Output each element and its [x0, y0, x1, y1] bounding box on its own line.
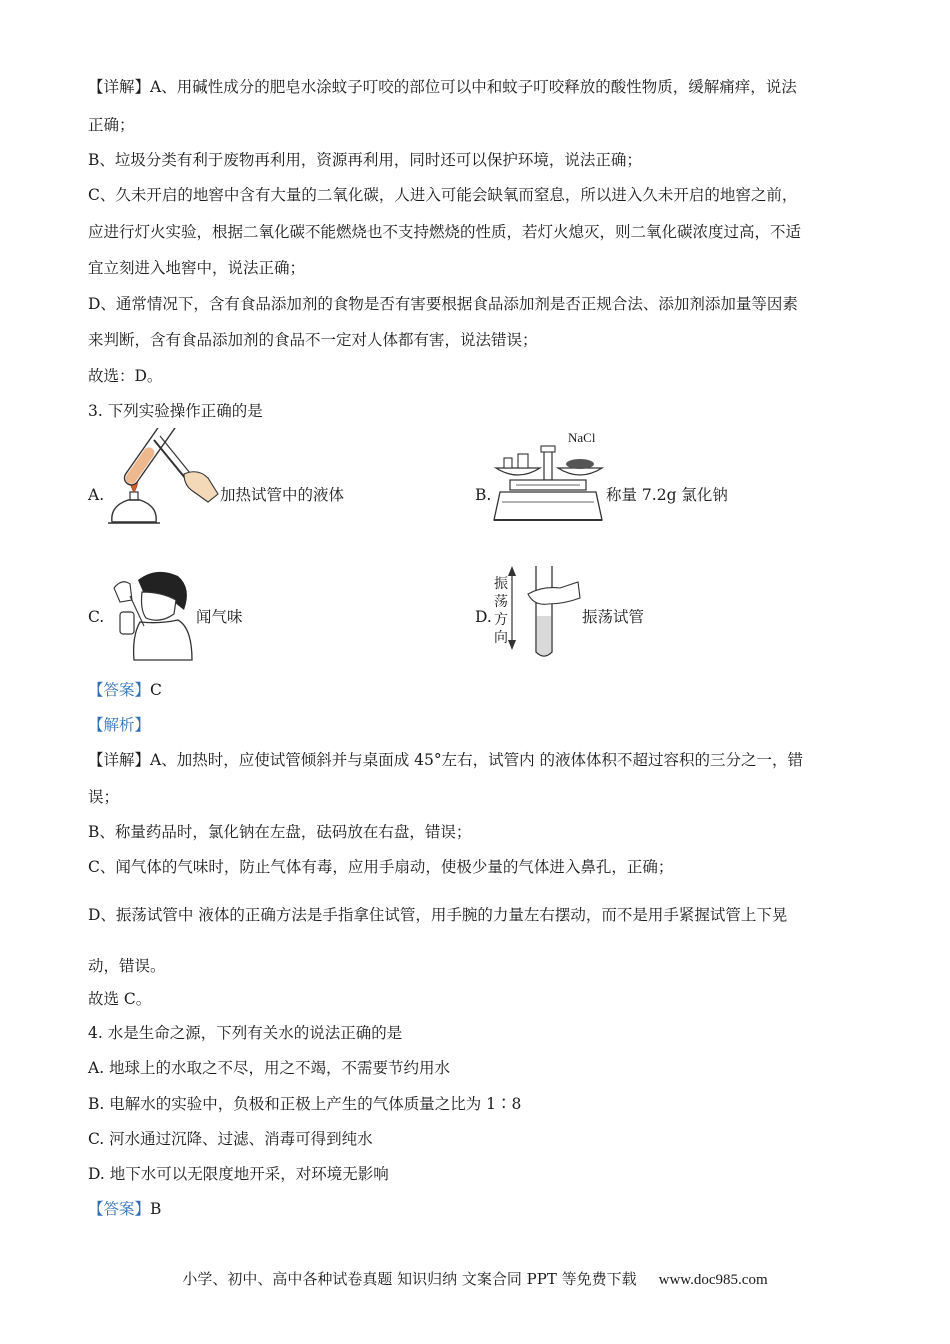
q2-detail-line-5: 应进行灯火实验，根据二氧化碳不能燃烧也不支持燃烧的性质，若灯火熄灭，则二氧化碳浓度过高，不适: [88, 223, 802, 241]
q2-detail-line-1: 【详解】A、用碱性成分的肥皂水涂蚊子叮咬的部位可以中和蚊子叮咬释放的酸性物质，缓解痛痒，说法: [88, 78, 797, 96]
q2-conclusion: 故选：D。: [88, 367, 163, 385]
direction-char-3: 方: [494, 612, 508, 628]
shaking-test-tube-illustration: [490, 564, 582, 662]
q3-detail-line-2: 误；: [88, 788, 120, 806]
page-footer: [0, 1268, 950, 1289]
q2-detail-line-7: D、通常情况下，含有食品添加剂的食物是否有害要根据食品添加剂是否正规合法、添加剂添加量等因素: [88, 295, 798, 313]
q2-detail-line-8: 来判断，含有食品添加剂的食品不一定对人体都有害，说法错误；: [88, 331, 538, 349]
q4-option-c: C. 河水通过沉降、过滤、消毒可得到纯水: [88, 1130, 373, 1148]
heating-test-tube-illustration: [104, 428, 222, 532]
q4-answer: B: [150, 1200, 162, 1218]
q3-detail-line-3: B、称量药品时，氯化钠在左盘，砝码放在右盘，错误；: [88, 823, 472, 841]
q3-option-c-label: C.: [88, 608, 105, 626]
answer-tag: 【答案】: [88, 1200, 151, 1218]
footer-url[interactable]: www.doc985.com: [658, 1272, 768, 1288]
q3-detail-line-6: 动，错误。: [88, 957, 166, 975]
q3-answer-line: [88, 680, 162, 700]
balance-scale-illustration: [492, 428, 604, 532]
q4-option-a: A. 地球上的水取之不尽，用之不竭，不需要节约用水: [88, 1059, 451, 1077]
q3-option-a-text: 加热试管中的液体: [220, 486, 345, 504]
direction-char-1: 振: [494, 576, 508, 592]
q2-detail-line-6: 宜立刻进入地窖中，说法正确；: [88, 259, 306, 277]
direction-char-4: 向: [494, 630, 508, 646]
q3-stem: 3. 下列实验操作正确的是: [88, 402, 263, 420]
q3-option-d-label: D.: [475, 608, 492, 626]
q3-option-b-label: B.: [475, 486, 492, 504]
q3-option-c-text: 闻气味: [196, 608, 243, 626]
analysis-tag: 【解析】: [88, 716, 151, 734]
q2-detail-line-3: B、垃圾分类有利于废物再利用，资源再利用，同时还可以保护环境，说法正确；: [88, 151, 642, 169]
q4-option-b: B. 电解水的实验中，负极和正极上产生的气体质量之比为 1∶8: [88, 1095, 522, 1113]
footer-text: 小学、初中、高中各种试卷真题 知识归纳 文案合同 PPT 等免费下载: [182, 1270, 637, 1288]
q3-answer: C: [150, 681, 162, 699]
q3-detail-line-4: C、闻气体的气味时，防止气体有毒，应用手扇动，使极少量的气体进入鼻孔，正确；: [88, 858, 674, 876]
q3-option-d-text: 振荡试管: [582, 608, 645, 626]
q3-conclusion: 故选 C。: [88, 990, 152, 1008]
q3-detail-line-1: 【详解】A、加热时，应使试管倾斜并与桌面成 45°左右，试管内 的液体体积不超过容积的三分之一，错: [88, 751, 804, 769]
q3-option-a-label: A.: [88, 486, 105, 504]
q2-detail-line-2: 正确；: [88, 116, 135, 134]
q2-detail-line-4: C、久未开启的地窖中含有大量的二氧化碳，人进入可能会缺氧而窒息，所以进入久未开启的地窖之前，: [88, 186, 798, 204]
answer-tag: 【答案】: [88, 681, 151, 699]
nacl-label: NaCl: [568, 430, 596, 445]
direction-char-2: 荡: [494, 594, 508, 610]
q3-detail-line-5: D、振荡试管中 液体的正确方法是手指拿住试管，用手腕的力量左右摆动，而不是用手紧握试管上下晃: [88, 906, 788, 924]
q3-option-b-text: 称量 7.2g 氯化钠: [606, 486, 728, 504]
smelling-gas-illustration: [104, 566, 196, 662]
q4-option-d: D. 地下水可以无限度地开采，对环境无影响: [88, 1165, 389, 1183]
q4-answer-line: [88, 1199, 161, 1219]
q4-stem: 4. 水是生命之源，下列有关水的说法正确的是: [88, 1024, 403, 1042]
